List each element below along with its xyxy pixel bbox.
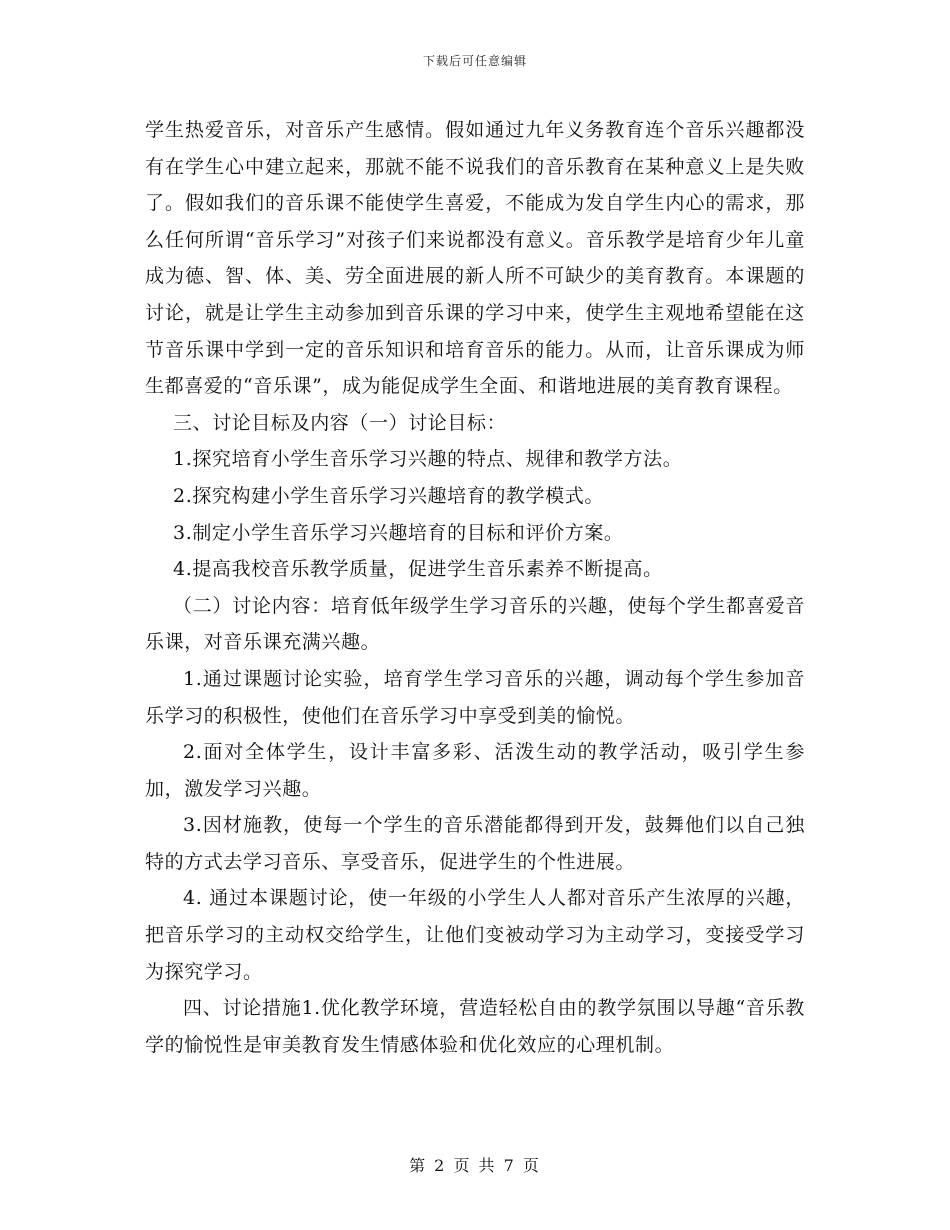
document-body [145,112,805,1063]
list-item-goal-1: 1.探究培育小学生音乐学习兴趣的特点、规律和教学方法。 [173,448,683,471]
paragraph-content: （二）讨论内容：培育低年级学生学习音乐的兴趣，使每个学生都喜爱音乐课，对音乐课充满兴趣。 [145,594,805,654]
list-item-content-4: 4. 通过本课题讨论，使一年级的小学生人人都对音乐产生浓厚的兴趣，把音乐学习的主动权交给学生，让他们变被动学习为主动学习，变接受学习为探究学习。 [145,887,805,983]
list-item-content-2: 2.面对全体学生，设计丰富多彩、活泼生动的教学活动，吸引学生参加，激发学习兴趣。 [145,741,805,800]
list-item-goal-3: 3.制定小学生音乐学习兴趣培育的目标和评价方案。 [173,521,624,544]
list-item-content-3: 3.因材施教，使每一个学生的音乐潜能都得到开发，鼓舞他们以自己独特的方式去学习音乐、享受音乐，促进学生的个性进展。 [145,814,805,873]
list-item-goal-2: 2.探究构建小学生音乐学习兴趣培育的教学模式。 [173,484,604,507]
heading-section-3: 三、讨论目标及内容（一）讨论目标： [173,411,507,434]
list-item-goal-4: 4.提高我校音乐教学质量，促进学生音乐素养不断提高。 [173,558,663,581]
heading-section-4: 四、讨论措施1.优化教学环境，营造轻松自由的教学氛围以导趣“音乐教学的愉悦性是审美教育发生情感体验和优化效应的心理机制。 [145,997,805,1056]
list-item-content-1: 1.通过课题讨论实验，培育学生学习音乐的兴趣，调动每个学生参加音乐学习的积极性，使他们在音乐学习中享受到美的愉悦。 [145,667,805,727]
page-header: 下载后可任意编辑 [422,54,527,68]
paragraph-intro: 学生热爱音乐，对音乐产生感情。假如通过九年义务教育连个音乐兴趣都没有在学生心中建立起来，那就不能不说我们的音乐教育在某种意义上是失败了。假如我们的音乐课不能使学生喜爱，不能成为发自学生内心的需求，那么任何所谓“音乐学习”对孩子们来说都没有意义。音乐教学是培育少年儿童成为德、智、体、美、劳全面进展的新人所不可缺少的美育教育。本课题的讨论，就是让学生主动参加到音乐课的学习中来，使学生主观地希望能在这节音乐课中学到一定的音乐知识和培育音乐的能力。从而，让音乐课成为师生都喜爱的“音乐课”，成为能促成学生全面、和谐地进展的美育教育课程。 [145,119,805,398]
page-footer: 第 2 页 共 7 页 [409,1156,541,1175]
